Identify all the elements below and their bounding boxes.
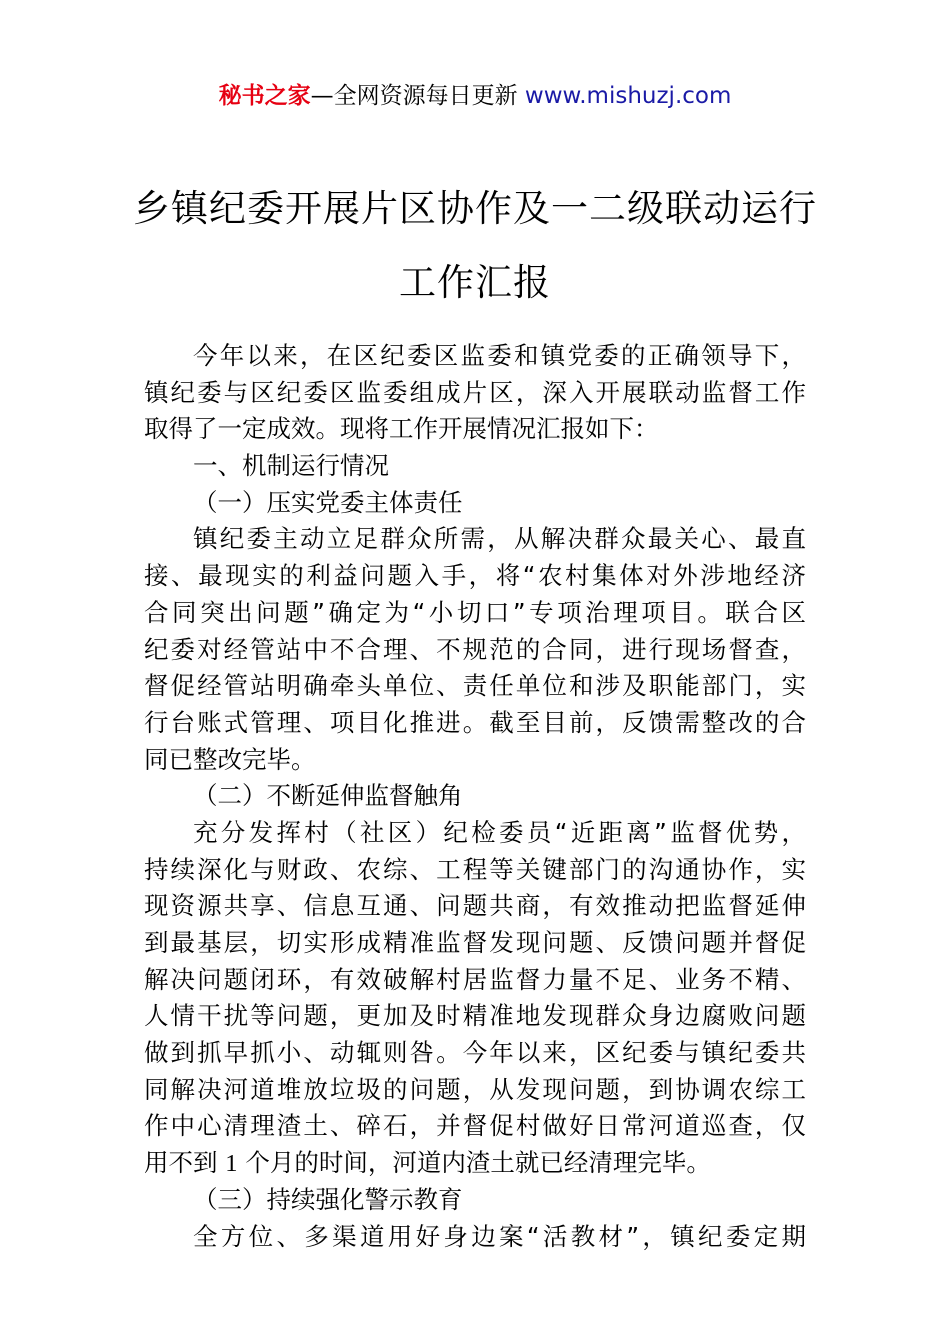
brand-name: 秘书之家 <box>218 83 311 109</box>
subsection-heading: （三）持续强化警示教育 <box>193 1184 463 1214</box>
header-tagline: —全网资源每日更新 <box>310 83 518 109</box>
subsection-heading: （二）不断延伸监督触角 <box>193 781 463 811</box>
site-header <box>0 80 950 112</box>
paragraph-line: 合同突出问题”确定为“小切口”专项治理项目。联合区 <box>144 597 806 627</box>
paragraph-line: 解决问题闭环，有效破解村居监督力量不足、业务不精、 <box>144 964 806 994</box>
subsection-heading: （一）压实党委主体责任 <box>193 487 463 517</box>
title-line-2: 工作汇报 <box>399 261 551 304</box>
paragraph-line: 人情干扰等问题，更加及时精准地发现群众身边腐败问题 <box>144 1001 806 1031</box>
paragraph-line: 镇纪委与区纪委区监委组成片区，深入开展联动监督工作 <box>144 377 806 407</box>
paragraph-line: 督促经管站明确牵头单位、责任单位和涉及职能部门，实 <box>144 671 806 701</box>
numeral: 1 <box>225 1150 238 1178</box>
paragraph-line: 现资源共享、信息互通、问题共商，有效推动把监督延伸 <box>144 891 806 921</box>
paragraph-line: 纪委对经管站中不合理、不规范的合同，进行现场督查， <box>144 634 806 664</box>
line-segment: 用不到 <box>144 1148 218 1178</box>
document-body <box>144 338 806 1255</box>
paragraph-line: 接、最现实的利益问题入手，将“农村集体对外涉地经济 <box>144 561 806 591</box>
paragraph-line: 同解决河道堆放垃圾的问题，从发现问题，到协调农综工 <box>144 1074 806 1104</box>
paragraph-line: 全方位、多渠道用好身边案“活教材”，镇纪委定期 <box>193 1221 806 1251</box>
paragraph-line: 取得了一定成效。现将工作开展情况汇报如下： <box>144 414 659 444</box>
paragraph-line: 做到抓早抓小、动辄则咎。今年以来，区纪委与镇纪委共 <box>144 1038 806 1068</box>
section-heading: 一、机制运行情况 <box>193 451 389 481</box>
paragraph-line: 到最基层，切实形成精准监督发现问题、反馈问题并督促 <box>144 928 806 957</box>
paragraph-line: 充分发挥村（社区）纪检委员“近距离”监督优势， <box>193 817 806 847</box>
paragraph-line: 同已整改完毕。 <box>144 744 316 774</box>
paragraph-line: 行台账式管理、项目化推进。截至目前，反馈需整改的合 <box>144 707 806 737</box>
title-line-1: 乡镇纪委开展片区协作及一二级联动运行 <box>133 187 817 230</box>
paragraph-line: 镇纪委主动立足群众所需，从解决群众最关心、最直 <box>193 524 806 554</box>
paragraph-line: 持续深化与财政、农综、工程等关键部门的沟通协作，实 <box>144 854 806 884</box>
paragraph-line: 今年以来，在区纪委区监委和镇党委的正确领导下， <box>193 341 806 370</box>
paragraph-line: 作中心清理渣土、碎石，并督促村做好日常河道巡查，仅 <box>144 1111 806 1141</box>
document-title <box>60 172 890 320</box>
line-segment: 个月的时间，河道内渣土就已经清理完毕。 <box>245 1148 711 1178</box>
paragraph-line <box>144 1145 806 1182</box>
site-url-link[interactable]: www.mishuzj.com <box>524 83 732 109</box>
